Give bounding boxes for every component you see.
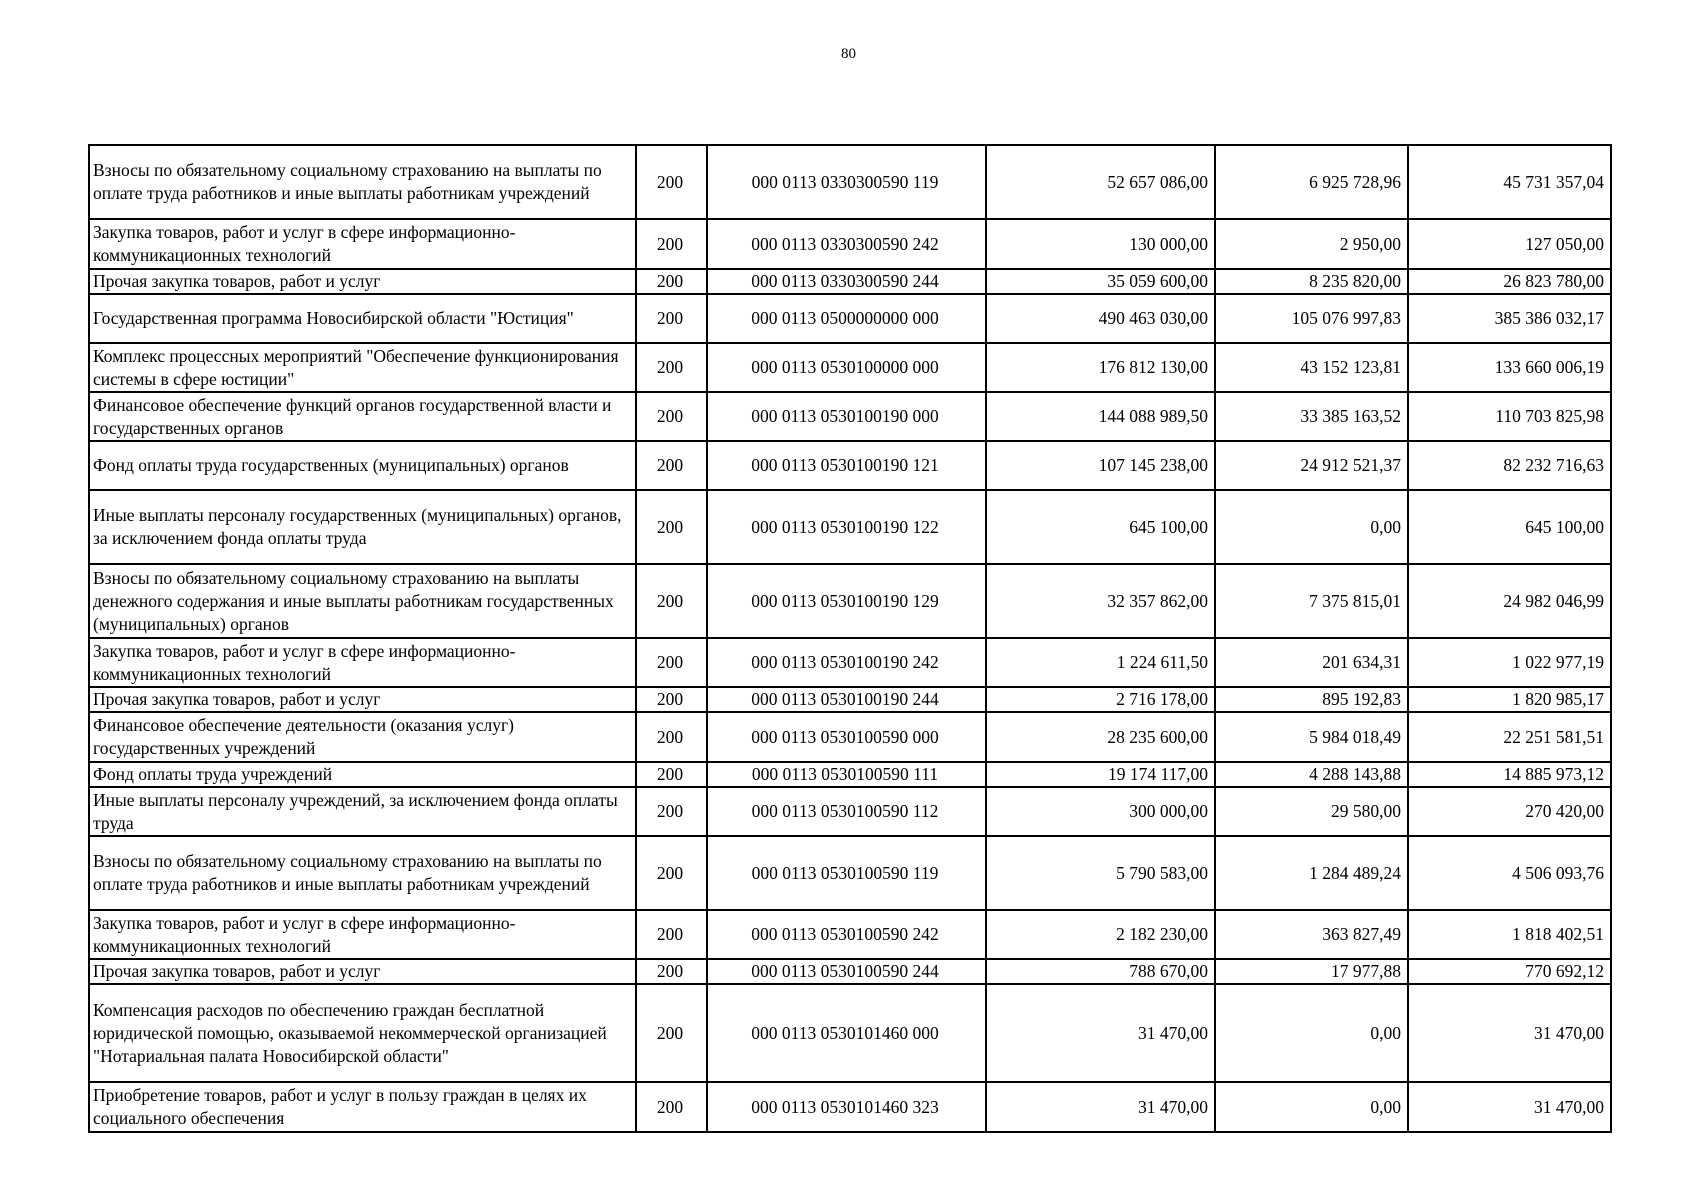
row-code-cell: 200 <box>636 984 707 1082</box>
row-kbk-cell: 000 0113 0530100190 122 <box>707 490 986 564</box>
row-kbk-cell: 000 0113 0530100000 000 <box>707 343 986 392</box>
row-unexecuted-cell: 22 251 581,51 <box>1408 712 1611 762</box>
row-approved-cell: 645 100,00 <box>986 490 1215 564</box>
table-row <box>89 762 1611 787</box>
row-approved-cell: 130 000,00 <box>986 219 1215 269</box>
row-approved-cell: 490 463 030,00 <box>986 294 1215 343</box>
row-kbk-cell: 000 0113 0530100590 119 <box>707 836 986 910</box>
row-unexecuted-cell: 770 692,12 <box>1408 959 1611 984</box>
budget-table <box>88 144 1612 1133</box>
table-row <box>89 910 1611 959</box>
row-name-cell: Иные выплаты персоналу государственных (муниципальных) органов, за исключением фонда оплаты труда <box>89 490 636 564</box>
row-approved-cell: 31 470,00 <box>986 1082 1215 1132</box>
table-row <box>89 836 1611 910</box>
row-unexecuted-cell: 270 420,00 <box>1408 787 1611 836</box>
table-row <box>89 145 1611 219</box>
row-name-cell: Государственная программа Новосибирской области "Юстиция" <box>89 294 636 343</box>
row-name-cell: Финансовое обеспечение функций органов государственной власти и государственных органов <box>89 392 636 441</box>
row-kbk-cell: 000 0113 0530100190 000 <box>707 392 986 441</box>
row-kbk-cell: 000 0113 0530100190 129 <box>707 564 986 638</box>
row-name-cell: Взносы по обязательному социальному страхованию на выплаты по оплате труда работников и иные выплаты работникам учреждений <box>89 836 636 910</box>
row-approved-cell: 107 145 238,00 <box>986 441 1215 490</box>
table-row <box>89 294 1611 343</box>
row-kbk-cell: 000 0113 0500000000 000 <box>707 294 986 343</box>
row-code-cell: 200 <box>636 910 707 959</box>
row-name-cell: Закупка товаров, работ и услуг в сфере информационно-коммуникационных технологий <box>89 910 636 959</box>
row-kbk-cell: 000 0113 0530100190 244 <box>707 687 986 712</box>
row-executed-cell: 24 912 521,37 <box>1215 441 1408 490</box>
row-name-cell: Фонд оплаты труда государственных (муниципальных) органов <box>89 441 636 490</box>
row-executed-cell: 0,00 <box>1215 984 1408 1082</box>
row-name-cell: Прочая закупка товаров, работ и услуг <box>89 959 636 984</box>
row-unexecuted-cell: 31 470,00 <box>1408 1082 1611 1132</box>
table-row <box>89 219 1611 269</box>
table-row <box>89 269 1611 294</box>
row-unexecuted-cell: 645 100,00 <box>1408 490 1611 564</box>
row-name-cell: Компенсация расходов по обеспечению граждан бесплатной юридической помощью, оказываемой некоммерческой организацией "Нотариальная палата Новосибирской области" <box>89 984 636 1082</box>
row-name-cell: Фонд оплаты труда учреждений <box>89 762 636 787</box>
row-kbk-cell: 000 0113 0530100590 111 <box>707 762 986 787</box>
row-name-cell: Финансовое обеспечение деятельности (оказания услуг) государственных учреждений <box>89 712 636 762</box>
row-code-cell: 200 <box>636 392 707 441</box>
row-unexecuted-cell: 26 823 780,00 <box>1408 269 1611 294</box>
row-executed-cell: 17 977,88 <box>1215 959 1408 984</box>
row-kbk-cell: 000 0113 0530100590 000 <box>707 712 986 762</box>
row-approved-cell: 31 470,00 <box>986 984 1215 1082</box>
row-executed-cell: 8 235 820,00 <box>1215 269 1408 294</box>
row-unexecuted-cell: 1 022 977,19 <box>1408 638 1611 687</box>
row-code-cell: 200 <box>636 219 707 269</box>
row-code-cell: 200 <box>636 441 707 490</box>
row-code-cell: 200 <box>636 269 707 294</box>
table-row <box>89 787 1611 836</box>
row-code-cell: 200 <box>636 638 707 687</box>
row-kbk-cell: 000 0113 0530101460 000 <box>707 984 986 1082</box>
row-code-cell: 200 <box>636 712 707 762</box>
row-unexecuted-cell: 133 660 006,19 <box>1408 343 1611 392</box>
row-name-cell: Иные выплаты персоналу учреждений, за исключением фонда оплаты труда <box>89 787 636 836</box>
row-unexecuted-cell: 4 506 093,76 <box>1408 836 1611 910</box>
row-unexecuted-cell: 24 982 046,99 <box>1408 564 1611 638</box>
row-approved-cell: 2 716 178,00 <box>986 687 1215 712</box>
row-kbk-cell: 000 0113 0530100190 242 <box>707 638 986 687</box>
row-approved-cell: 144 088 989,50 <box>986 392 1215 441</box>
row-approved-cell: 176 812 130,00 <box>986 343 1215 392</box>
row-approved-cell: 300 000,00 <box>986 787 1215 836</box>
row-kbk-cell: 000 0113 0330300590 119 <box>707 145 986 219</box>
table-row <box>89 959 1611 984</box>
row-kbk-cell: 000 0113 0330300590 242 <box>707 219 986 269</box>
row-name-cell: Взносы по обязательному социальному страхованию на выплаты по оплате труда работников и иные выплаты работникам учреждений <box>89 145 636 219</box>
table-row <box>89 712 1611 762</box>
row-code-cell: 200 <box>636 564 707 638</box>
table-row <box>89 343 1611 392</box>
row-kbk-cell: 000 0113 0530100590 244 <box>707 959 986 984</box>
row-unexecuted-cell: 127 050,00 <box>1408 219 1611 269</box>
row-name-cell: Приобретение товаров, работ и услуг в пользу граждан в целях их социального обеспечения <box>89 1082 636 1132</box>
table-row <box>89 564 1611 638</box>
row-unexecuted-cell: 45 731 357,04 <box>1408 145 1611 219</box>
row-approved-cell: 52 657 086,00 <box>986 145 1215 219</box>
row-approved-cell: 28 235 600,00 <box>986 712 1215 762</box>
row-approved-cell: 32 357 862,00 <box>986 564 1215 638</box>
row-kbk-cell: 000 0113 0330300590 244 <box>707 269 986 294</box>
row-executed-cell: 33 385 163,52 <box>1215 392 1408 441</box>
row-code-cell: 200 <box>636 343 707 392</box>
row-executed-cell: 363 827,49 <box>1215 910 1408 959</box>
row-code-cell: 200 <box>636 145 707 219</box>
row-unexecuted-cell: 82 232 716,63 <box>1408 441 1611 490</box>
row-unexecuted-cell: 385 386 032,17 <box>1408 294 1611 343</box>
row-executed-cell: 4 288 143,88 <box>1215 762 1408 787</box>
row-unexecuted-cell: 1 820 985,17 <box>1408 687 1611 712</box>
row-code-cell: 200 <box>636 787 707 836</box>
row-name-cell: Взносы по обязательному социальному страхованию на выплаты денежного содержания и иные выплаты работникам государственных (муниципальных) органов <box>89 564 636 638</box>
row-name-cell: Комплекс процессных мероприятий "Обеспечение функционирования системы в сфере юстиции" <box>89 343 636 392</box>
row-executed-cell: 0,00 <box>1215 490 1408 564</box>
row-kbk-cell: 000 0113 0530100590 112 <box>707 787 986 836</box>
table-row <box>89 687 1611 712</box>
row-executed-cell: 201 634,31 <box>1215 638 1408 687</box>
row-unexecuted-cell: 1 818 402,51 <box>1408 910 1611 959</box>
row-kbk-cell: 000 0113 0530100190 121 <box>707 441 986 490</box>
row-code-cell: 200 <box>636 687 707 712</box>
row-executed-cell: 2 950,00 <box>1215 219 1408 269</box>
row-kbk-cell: 000 0113 0530100590 242 <box>707 910 986 959</box>
row-unexecuted-cell: 14 885 973,12 <box>1408 762 1611 787</box>
table-row <box>89 441 1611 490</box>
row-executed-cell: 7 375 815,01 <box>1215 564 1408 638</box>
row-executed-cell: 5 984 018,49 <box>1215 712 1408 762</box>
row-approved-cell: 19 174 117,00 <box>986 762 1215 787</box>
table-row <box>89 638 1611 687</box>
table-row <box>89 490 1611 564</box>
row-approved-cell: 35 059 600,00 <box>986 269 1215 294</box>
row-code-cell: 200 <box>636 1082 707 1132</box>
table-row <box>89 392 1611 441</box>
row-executed-cell: 895 192,83 <box>1215 687 1408 712</box>
row-executed-cell: 29 580,00 <box>1215 787 1408 836</box>
row-executed-cell: 43 152 123,81 <box>1215 343 1408 392</box>
row-unexecuted-cell: 31 470,00 <box>1408 984 1611 1082</box>
row-code-cell: 200 <box>636 836 707 910</box>
row-approved-cell: 1 224 611,50 <box>986 638 1215 687</box>
page-number: 80 <box>841 46 856 62</box>
row-executed-cell: 0,00 <box>1215 1082 1408 1132</box>
row-executed-cell: 6 925 728,96 <box>1215 145 1408 219</box>
row-name-cell: Прочая закупка товаров, работ и услуг <box>89 687 636 712</box>
row-code-cell: 200 <box>636 762 707 787</box>
row-code-cell: 200 <box>636 294 707 343</box>
row-approved-cell: 5 790 583,00 <box>986 836 1215 910</box>
table-row <box>89 1082 1611 1132</box>
row-code-cell: 200 <box>636 490 707 564</box>
row-name-cell: Закупка товаров, работ и услуг в сфере информационно-коммуникационных технологий <box>89 638 636 687</box>
table-row <box>89 984 1611 1082</box>
row-name-cell: Прочая закупка товаров, работ и услуг <box>89 269 636 294</box>
row-name-cell: Закупка товаров, работ и услуг в сфере информационно-коммуникационных технологий <box>89 219 636 269</box>
row-code-cell: 200 <box>636 959 707 984</box>
row-approved-cell: 2 182 230,00 <box>986 910 1215 959</box>
row-executed-cell: 105 076 997,83 <box>1215 294 1408 343</box>
row-executed-cell: 1 284 489,24 <box>1215 836 1408 910</box>
row-kbk-cell: 000 0113 0530101460 323 <box>707 1082 986 1132</box>
row-unexecuted-cell: 110 703 825,98 <box>1408 392 1611 441</box>
row-approved-cell: 788 670,00 <box>986 959 1215 984</box>
